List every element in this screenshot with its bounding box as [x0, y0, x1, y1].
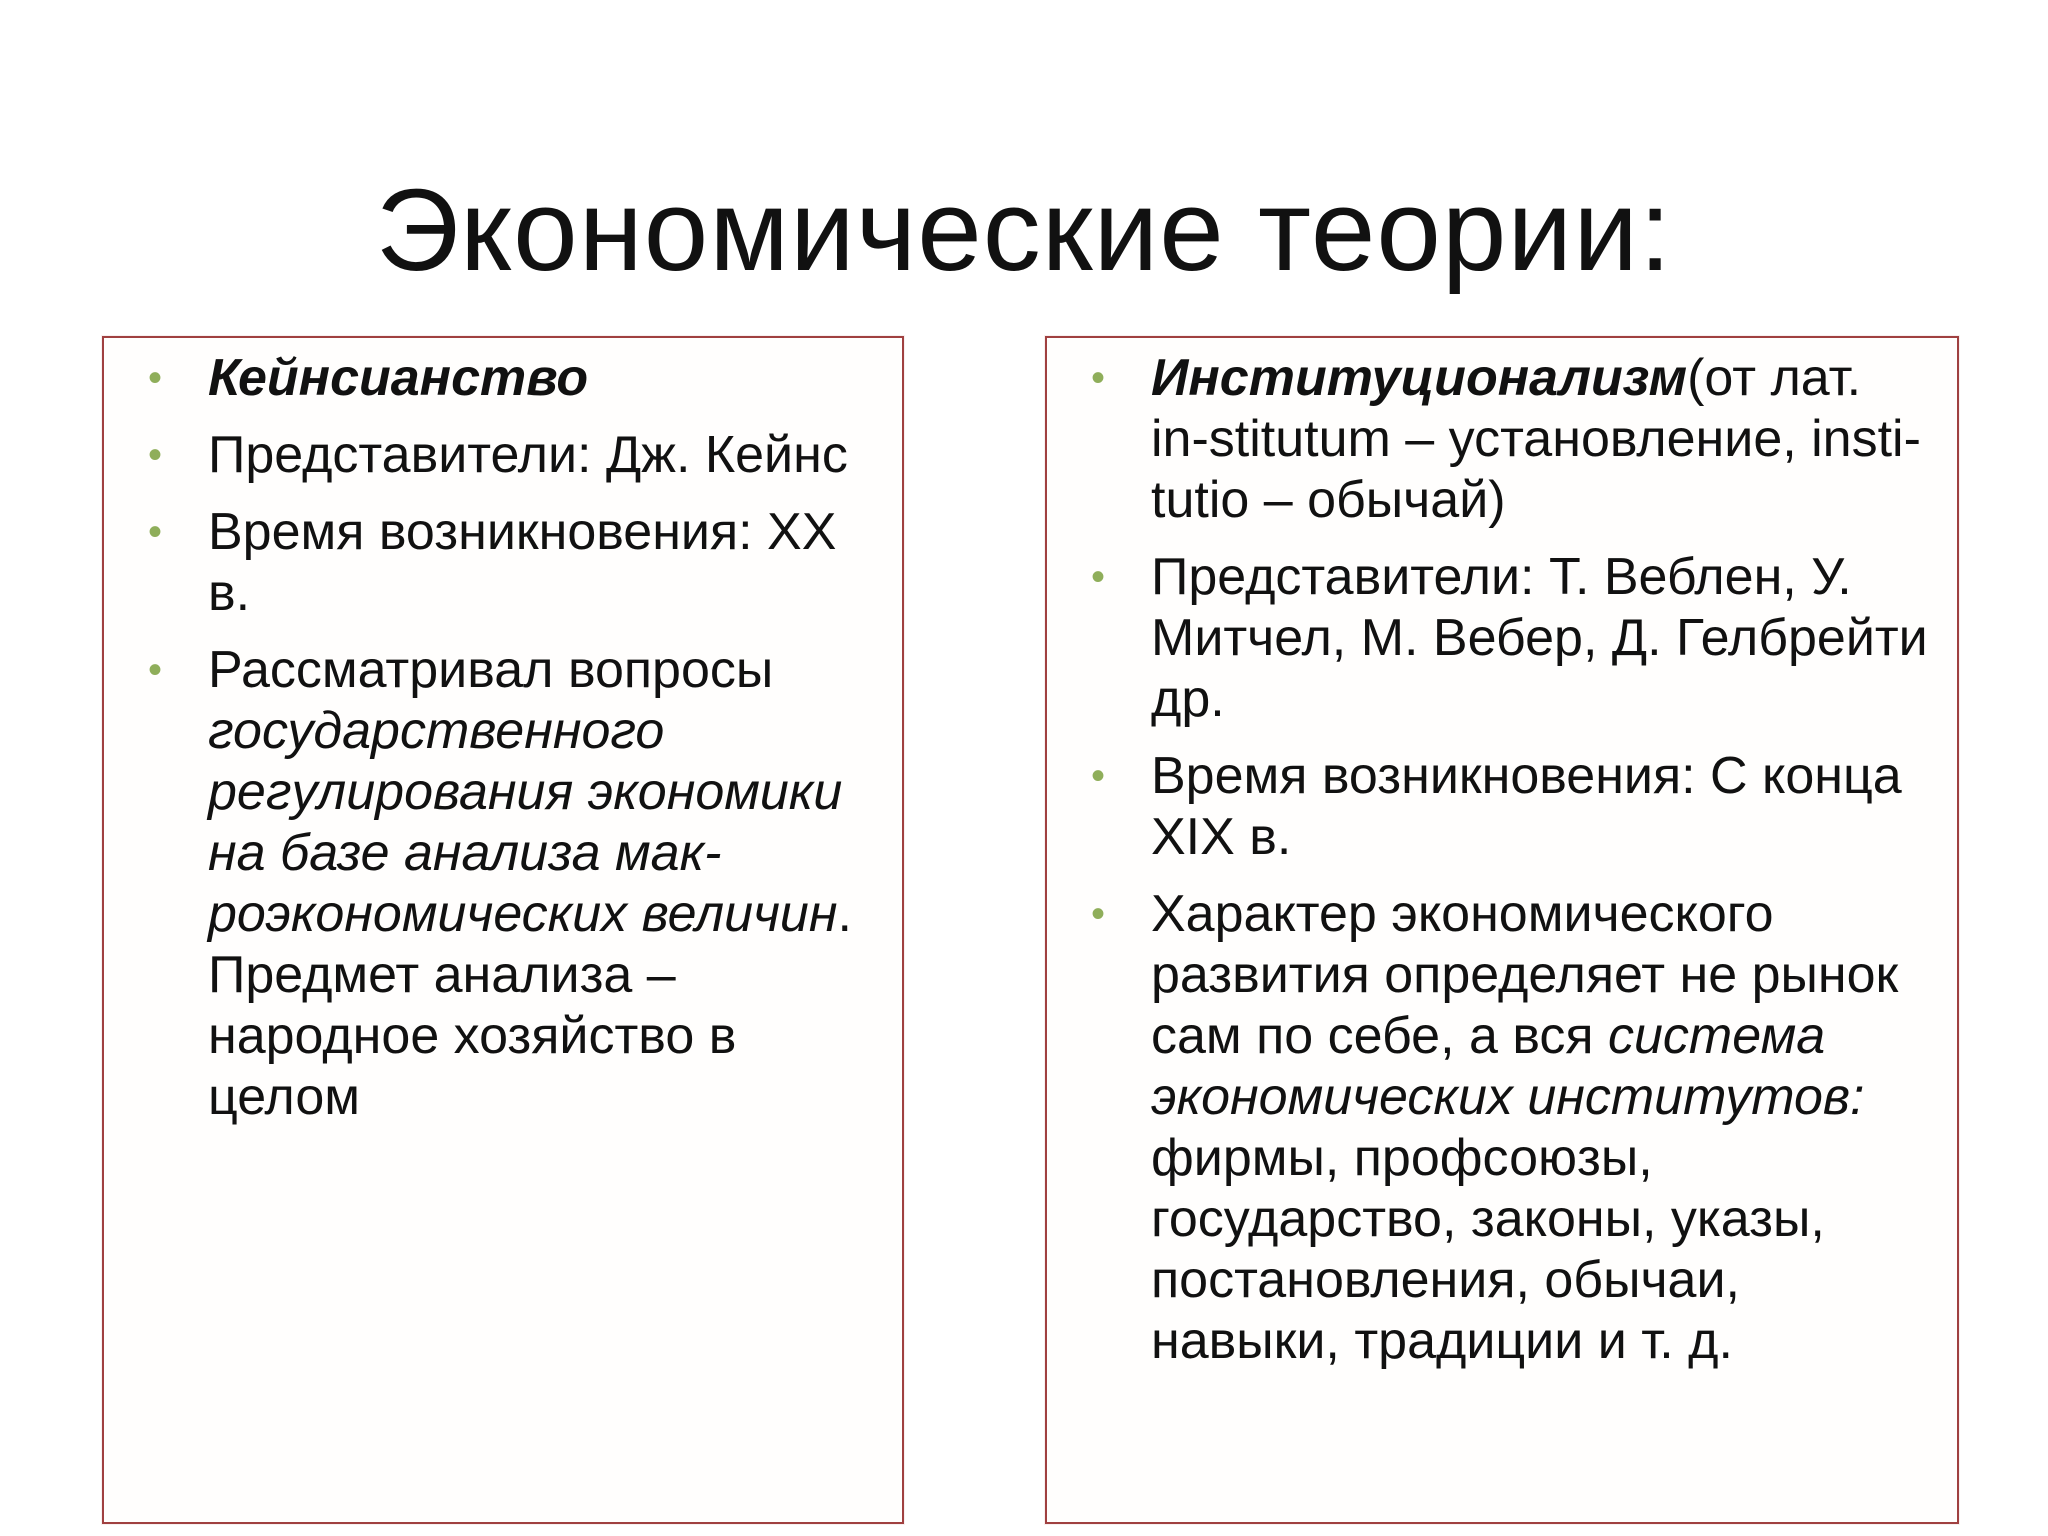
- list-item: [104, 502, 878, 624]
- slide-title: Экономические теории:: [375, 165, 1673, 295]
- list-item: [1047, 746, 1933, 868]
- description-text-start: Рассматривал вопросы: [208, 641, 774, 699]
- list-item: [104, 348, 878, 409]
- representatives-text: Представители: Дж. Кейнс: [208, 426, 848, 484]
- list-item: [104, 640, 878, 1128]
- list-item: [1047, 884, 1933, 1372]
- bullet-icon: •: [1091, 892, 1106, 936]
- theory-name: Институционализм: [1151, 349, 1688, 407]
- list-item: [1047, 547, 1933, 730]
- bullet-icon: •: [148, 648, 163, 692]
- bullet-icon: •: [1091, 356, 1106, 400]
- representatives-text: Представители: Т. Веблен, У. Митчел, М. Вебер, Д. Гелбрейти др.: [1151, 548, 1928, 728]
- theory-name: Кейнсианство: [208, 349, 589, 407]
- bullet-icon: •: [148, 356, 163, 400]
- origin-time-text: Время возникновения: ХХ в.: [208, 503, 837, 622]
- description-text-start: Характер экономического развития определяет не рынок сам по себе, а вся: [1151, 885, 1899, 1065]
- bullet-icon: •: [1091, 555, 1106, 599]
- list-item: [104, 425, 878, 486]
- bullet-icon: •: [148, 433, 163, 477]
- right-panel-institutionalism: [1045, 336, 1959, 1524]
- left-panel-keynesianism: [102, 336, 904, 1524]
- right-bullet-list: [1047, 348, 1933, 1388]
- bullet-icon: •: [1091, 754, 1106, 798]
- description-text-italic: система экономических институтов:: [1151, 1007, 1865, 1126]
- etymology-text: (от лат. in-stitutum – установление, insti-tutio – обычай): [1151, 349, 1921, 529]
- left-bullet-list: [104, 348, 878, 1144]
- description-text-end: . Предмет анализа – народное хозяйство в целом: [208, 885, 852, 1126]
- bullet-icon: •: [148, 510, 163, 554]
- description-text-end: фирмы, профсоюзы, государство, законы, указы, постановления, обычаи, навыки, традиции и т. д.: [1151, 1129, 1825, 1370]
- origin-time-text: Время возникновения: С конца XIX в.: [1151, 747, 1902, 866]
- list-item: [1047, 348, 1933, 531]
- description-text-italic: государственного регулирования экономики на базе анализа мак-роэкономических величин: [208, 702, 843, 943]
